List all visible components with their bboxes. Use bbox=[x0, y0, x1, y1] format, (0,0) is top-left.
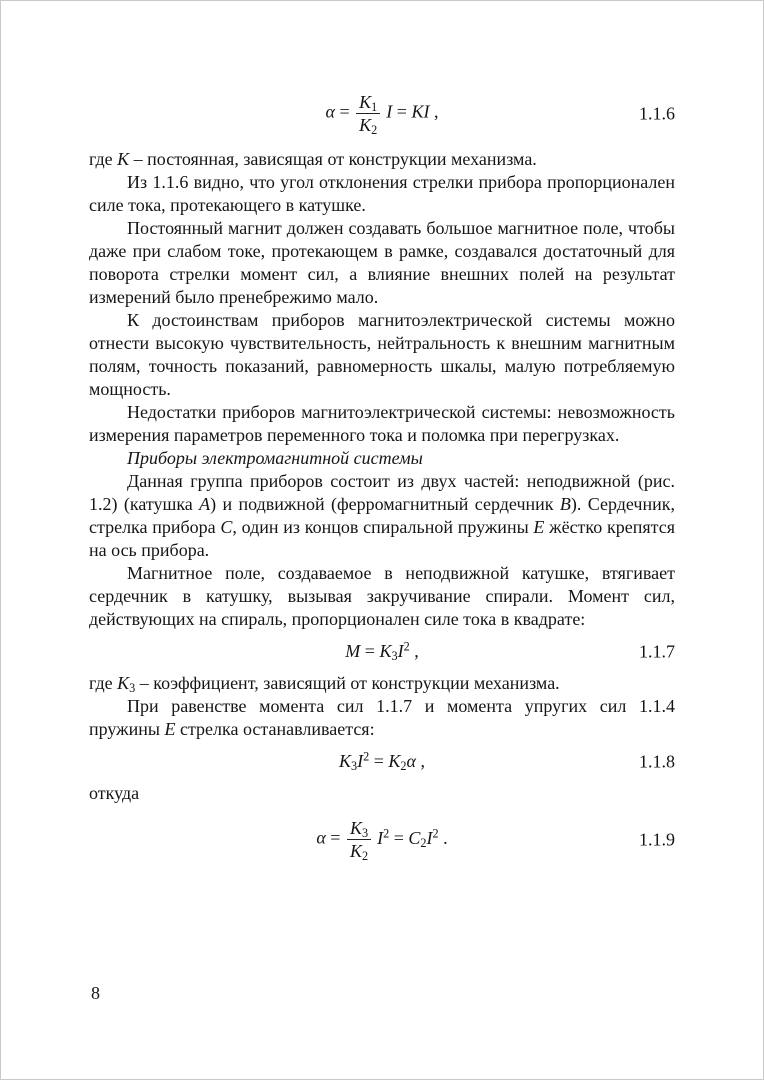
equation-body bbox=[326, 91, 439, 136]
fraction bbox=[356, 91, 380, 136]
fraction-denominator: $K_2$ bbox=[359, 115, 378, 138]
fraction-numerator: $K_3$ bbox=[347, 817, 371, 840]
equation-lhs: α = bbox=[325, 101, 355, 122]
equation-number: 1.1.7 bbox=[639, 641, 675, 661]
paragraph-where-k3: где $K_3$ – коэффициент, зависящий от конструкции механизма. bbox=[89, 673, 560, 696]
equation-number: 1.1.8 bbox=[639, 751, 675, 771]
page-content bbox=[89, 79, 675, 874]
equation-rhs: I = KI , bbox=[386, 101, 439, 122]
equation-body: $K_3I^2 = K_2\alpha$ , bbox=[338, 749, 425, 774]
equation-1-1-9 bbox=[89, 817, 675, 862]
fraction bbox=[347, 817, 371, 862]
paragraph-device-parts: Данная группа приборов состоит из двух частей: неподвижной (рис. 1.2) (катушка A) и подвижной (ферромагнитный сердечник B). Сердечник, стрелка прибора C, один из концов спиральной пружины E жёстко крепятся на ось прибора. bbox=[89, 471, 675, 560]
paragraph-permanent-magnet: Постоянный магнит должен создавать большое магнитное поле, чтобы даже при слабом токе, протекающем в рамке, создавался достаточный для поворота стрелки момент сил, а влияние внешних полей на результат измерений было пренебрежимо мало. bbox=[89, 218, 675, 307]
section-heading-electromagnetic: Приборы электромагнитной системы bbox=[127, 448, 423, 468]
paragraph-disadvantages: Недостатки приборов магнитоэлектрической системы: невозможность измерения параметров переменного тока и поломка при перегрузках. bbox=[89, 402, 675, 445]
paragraph-proportionality: Из 1.1.6 видно, что угол отклонения стрелки прибора пропорционален силе тока, протекающего в катушке. bbox=[89, 172, 675, 215]
equation-body bbox=[316, 817, 447, 862]
equation-number: 1.1.6 bbox=[639, 103, 675, 123]
fraction-denominator: $K_2$ bbox=[349, 841, 369, 864]
fraction-numerator: $K_1$ bbox=[356, 91, 380, 114]
paragraph-advantages: К достоинствам приборов магнитоэлектрической системы можно отнести высокую чувствительность, нейтральность к внешним магнитным полям, точность показаний, равномерность шкалы, малую потребляемую мощность. bbox=[89, 310, 675, 399]
paragraph-where-k: где K – постоянная, зависящая от конструкции механизма. bbox=[89, 149, 537, 169]
equation-1-1-6 bbox=[89, 91, 675, 136]
equation-1-1-7 bbox=[89, 640, 675, 663]
equation-rhs: $I^2 = C_2I^2$ . bbox=[377, 825, 448, 850]
equation-body: $M = K_3I^2$ , bbox=[345, 639, 419, 664]
equation-number: 1.1.9 bbox=[639, 829, 675, 849]
equation-lhs: α = bbox=[316, 827, 345, 848]
paragraph-magnetic-field: Магнитное поле, создаваемое в неподвижной катушке, втягивает сердечник в катушку, вызывая закручивание спирали. Момент сил, действующих на спираль, пропорционален силе тока в квадрате: bbox=[89, 563, 675, 629]
equation-1-1-8 bbox=[89, 750, 675, 773]
page-number: 8 bbox=[91, 983, 100, 1003]
paragraph-equilibrium: При равенстве момента сил 1.1.7 и момента упругих сил 1.1.4 пружины E стрелка останавливается: bbox=[89, 696, 675, 739]
paragraph-whence: откуда bbox=[89, 783, 140, 803]
